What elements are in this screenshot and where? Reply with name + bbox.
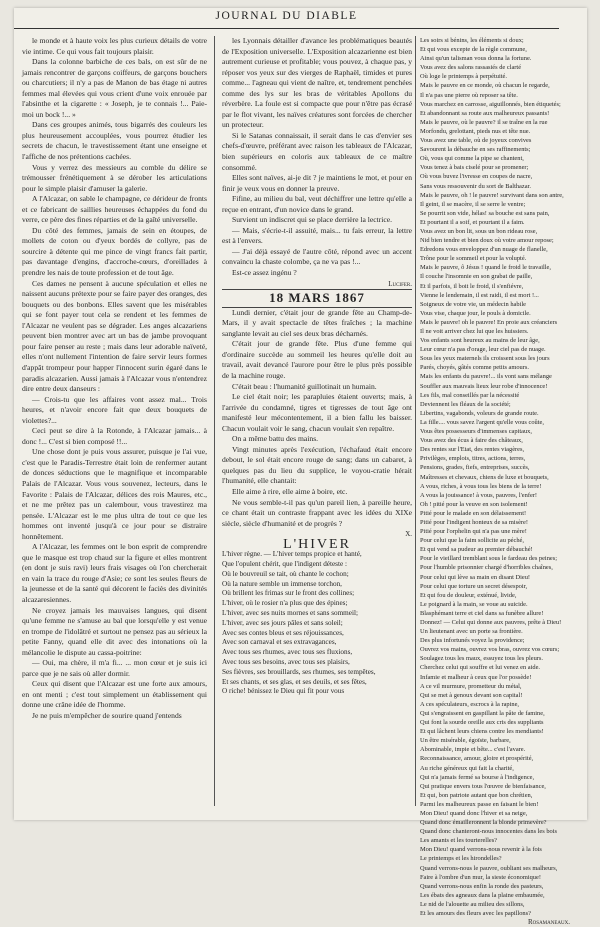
paragraph: Est-ce assez ingénu ? [232, 268, 297, 278]
signature-lucifer: Lucifer. [388, 279, 412, 288]
poem-line: Où la nature semble un immense torchon, [222, 579, 342, 588]
paragraph: Ceci peut se dire à la Rotonde, à l'Alcazar jamais... à donc !... C'est si bien composé !!... [22, 426, 207, 446]
paragraph: Vous y verrez des messieurs au comble du délire se trémousser frénétiquement à se dérober les articulations pour le simple plaisir d'amuser la galerie. [22, 162, 207, 193]
poem-line: Et qui vend sa pudeur au premier débauché! [420, 546, 533, 554]
poem-line: Cherchez celui qui souffre et lui venez en aide. [420, 664, 541, 672]
poem-line: L'hiver, avec ses nuits mornes et sans sommeil; [222, 609, 358, 618]
paragraph: On a même battu des mains. [232, 434, 319, 444]
paragraph: Fifine, au milieu du bal, veut déchiffrer une lettre qu'elle a reçue en entrant, d'un novice dans le grand. [222, 194, 412, 214]
poem-line: Le poignard à la main, se voue au suicide. [420, 600, 528, 608]
poem-line: Et il parfois, il boit le froid, il s'enfiévre, [420, 282, 524, 290]
poem-line: Quand donc chanteront-nous innocentes dans les bois [420, 828, 558, 836]
paragraph: A l'Alcazar, les femmes ont le bon esprit de comprendre que le masque est trop chaud sur la figure et elles montrent (en dont je suis ravi) leurs frais visages où l'on chercherait en vain la trace du rouge d'Asie; ce sont les seules fleurs de la jeunesse et de la santé qui décorent le faciès des divinités alcazaresiennes. [22, 542, 207, 604]
poem-line: Mais le pauvre en ce monde, où chacun le regarde, [420, 82, 550, 90]
poem-line: Deviennent les fléaux de la société; [420, 400, 511, 408]
poem-line: Reconnaissance, amour, gloire et prospérité, [420, 755, 534, 763]
paragraph: Ne vous semble-t-il pas qu'un pareil lien, à pareille heure, ce chant était un contraste frappant avec les idées du XIXe siècle, siècle d'humanité et de progrès ? [222, 497, 412, 528]
poem-line: Vienne le lendemain, il est raidi, il est mort !... [420, 291, 539, 299]
poem-line: Des rentes sur l'Etat, des rentes viagères, [420, 446, 525, 454]
poem-line: Maîtresses et chevaux, chiens de luxe et bouquets, [420, 473, 549, 481]
column-divider [214, 36, 215, 806]
poem-line: Libertins, vagabonds, voleurs de grande route. [420, 409, 539, 417]
poem-line: Privilèges, emplois, titres, actions, terres, [420, 455, 526, 463]
poem-line: Vous avez des écus à faire des châteaux, [420, 437, 523, 445]
poem-line: Mon Dieu! quand donc l'hiver et sa neige, [420, 809, 528, 817]
poem-line: Mon Dieu! quand verrons-nous revenir à la fois [420, 846, 542, 854]
poem-line: Sans vous ressouvenir du sort de Balthazar. [420, 182, 531, 190]
poem-line: Pitié pour l'orphelin qui n'a pas une mère! [420, 528, 527, 536]
poem-line: Parmi les malheureux passe en faisant le bien! [420, 800, 539, 808]
paragraph: Si le Satanas connaissait, il serait dans le cas d'envier ses chefs-d'œuvre, préférant avec raison les tableaux de l'Alcazar, bien supérieurs en coloris aux tableaux de ce maître consommé. [222, 130, 412, 172]
poem-line: Des plus infortunés voyez la providence; [420, 637, 525, 645]
date-heading: 18 MARS 1867 [222, 289, 412, 308]
poem-line: Et qui lâchent leurs chiens contre les mendiants! [420, 728, 544, 736]
paragraph: le monde et à haute voix les plus curieux détails de votre vie intime. Ce qui vous fait toujours plaisir. [22, 36, 207, 56]
poem-line: Ouvrez vos mains, ouvrez vos bras, ouvrez vos cœurs; [420, 646, 560, 654]
poem-line: Vous marchez en carrosse, aiguillonnés, bien étiquetés; [420, 100, 561, 108]
column-2 [222, 36, 412, 697]
poem-line: Pour le vieillard tremblant sous le fardeau des peines; [420, 555, 558, 563]
poem-line: O riche! bénissez le Dieu qui fit pour vous [222, 687, 345, 696]
poem-line: Pour celui que torture un secret désespoir, [420, 582, 528, 590]
poem-line: Où brillent les frimas sur le front des collines; [222, 589, 355, 598]
poem-line: Qui font la sourde oreille aux cris des suppliants [420, 719, 544, 727]
paragraph: C'était jour de grande fête. Plus d'une femme qui d'ordinaire succède au sommeil les heures qu'elle doit au travail, avait devancé l'aurore pour être le plus près possible de la machine rouge. [222, 339, 412, 380]
poem-line: Avec ses contes bleus et ses réjouissances, [222, 628, 344, 637]
poem-line: Soulagez tous les maux, essuyez tous les pleurs. [420, 655, 543, 663]
paragraph: les Lyonnais détailler d'avance les problématiques beautés de l'Exposition universelle. L'Exposition alcazarienne est bien autrement curieuse et profitable; vous pouvez, à chaque pas, y réposer vos yeux sur des vierges de Raphaël, timides et pures comme... l'agneau qui vient de naître, et, tendrement penchées comme des lys sur les bras de véritables Apollons du réverbère. La foule est si compacte que pour n'être pas écrasé par le flot vivant, les naïves créatures sont forcées de chercher un protecteur. [222, 36, 412, 130]
poem-line: Qui s'engraissent en gaspillant la pâte de famine, [420, 709, 545, 717]
poem-line: Parés, choyés, gâtés comme petits amours. [420, 364, 529, 372]
poem-line: Il geint, il se macère, il se serre le ventre; [420, 200, 526, 208]
poem-line: Et ses chants, et ses glas, et ses deuils, et ses fêtes, [222, 677, 367, 686]
poem-line: Pour celui que la faim sollicite au péché, [420, 537, 524, 545]
poem-line: Et qui, bon patriote autant que bon chrétien, [420, 791, 533, 799]
poem-line: Faire à l'ombre d'un mur, la sieste économique! [420, 873, 541, 881]
poem-line: Où vous buvez l'ivresse en coupes de nacre, [420, 173, 533, 181]
journal-title: JOURNAL DU DIABLE [215, 10, 358, 22]
column-3 [420, 36, 570, 927]
poem-line: A ces spéculateurs, escrocs à la rapine, [420, 700, 520, 708]
poem-line: Nid bien tendre et bien doux où votre amour repose; [420, 237, 554, 245]
poem-line: Avec tous ses besoins, avec tous ses plaisirs, [222, 658, 350, 667]
poem-line: Que l'opulent chérit, que l'indigent déteste : [222, 560, 347, 569]
poem-line: Il ne voit arriver chez lui que les huissiers. [420, 328, 529, 335]
poem-line: Quand verrons-nous le pauvre, oubliant ses malheurs, [420, 864, 558, 872]
poem-line: A vous, riches, à vous tous les biens de la terre! [420, 482, 542, 490]
poem-line: Qui se met à genoux devant son capital! [420, 691, 523, 699]
signature-x: X. [405, 530, 412, 539]
poem-line: Soigneux de votre vie, un médecin habile [420, 300, 526, 308]
poem-line: Abominable, impie et bête... c'est l'avare. [420, 746, 526, 754]
poem-line: A vous la jouissance! à vous, pauvres, l'enfer! [420, 491, 538, 499]
poem-line: Il n'a pas une pierre où reposer sa tête. [420, 91, 518, 99]
poem-line: Qui n'a jamais fermé sa bourse à l'indigence, [420, 773, 535, 781]
poem-line: Un lieutenant avec un porte sa frontière. [420, 628, 523, 636]
poem-line: Se pourrit son vide, hélas! sa bouche est sans pain, [420, 209, 550, 217]
poem-line: Et pourtant il a soif, et pourtant il a faim. [420, 218, 525, 226]
poem-line: Au riche généreux qui fait la charité, [420, 764, 514, 772]
poem-line: Vous avez des salons rassasiés de clarté [420, 64, 522, 72]
poem-line: Quand verrons-nous enfin la ronde des pasteurs, [420, 882, 544, 890]
poem-line: Sous les yeux maternels ils croissent sous les jours [420, 355, 550, 363]
poem-line: Oh ! pitié pour la veuve en son isolement! [420, 500, 528, 508]
paragraph: Je ne puis m'empêcher de sourire quand j'entends [32, 711, 182, 720]
paragraph: — Crois-tu que les affaires vont assez mal... Trois heures, et n'avoir encore fait que deux bouquets de violettes?... [22, 394, 207, 425]
poem-line: Leur cœur n'a pas d'orage, leur ciel pas de nuage. [420, 346, 546, 354]
poem-line: Edredons vous enveloppez d'un nuage de flanelle, [420, 246, 548, 254]
poem-line: Le printemps et les hirondelles? [420, 855, 502, 863]
poem-line: L'hiver, où le rosier n'a plus que des épines; [222, 599, 348, 608]
poem-line: Les soirs si bénins, les éléments si doux; [420, 37, 524, 44]
paragraph: Elles sont naïves, ai-je dit ? je maintiens le mot, et pour en finir je veux vous en donner la preuve. [222, 173, 412, 193]
poem-line: Mais le pauvre, ô Jésus ! quand le froid le travaille, [420, 264, 551, 272]
paragraph: Dans la colonne barbiche de ces bals, on est sûr de ne jamais rencontrer de garçons coiffeurs, de garçons bouchers ou charcutiers; il n'y a pas de Manon de bas étage ni autres femmes mal élevées qui vous crient d'une voix enrouée par l'absinthe et la cigarette : « Joseph, je te connais !... Paie-moi un bock !... » [22, 57, 207, 119]
poem-line: Quand donc émailleronnent la blonde primevère? [420, 819, 547, 827]
poem-line: Ainsi qu'un talisman vous donna la fortune. [420, 55, 532, 63]
poem-line: Blasphémant terre et ciel dans sa funèbre allure! [420, 609, 544, 617]
poem-title: L'HIVER [283, 536, 351, 552]
column-divider [415, 36, 416, 806]
paragraph: Ces dames ne pensent à aucune spéculation et elles ne naissent aucuns prétexte pour se faire payer des oranges, des bouquets ou des bonbons. Elles savent que les misérables qui se font payer tout cela se rendent et les femmes de l'Alcazar ne veulent pas se dégrader. Les anges alcazariens peuvent bien montrer avec art un bas de jambe provoquant pour faire penser au reste ; mais dans leur adorable naïveté, elles n'ont nullement l'intention de faire servir leurs formes d'appât trompeur pour happer l'innocent surin égaré dans le paradis alcazarien. Aussi jamais à l'Alcazar vous n'entendrez dire entre deux danseurs : [22, 278, 207, 394]
poem-line: Et les amours des fleurs avec les papillons? [420, 910, 531, 917]
poem-line: A ce vil murmure, prometteur du métal, [420, 682, 522, 690]
poem-line: Vous avez un bon lit, sous un bon rideau rose, [420, 227, 538, 235]
poem-line: Mais le pauvre, où le pauvre? il se traîne en la rue [420, 118, 548, 126]
poem-line: Vous vise, chaque jour, le pouls à domicile. [420, 309, 531, 317]
paragraph: A l'Alcazar, on sable le champagne, ce dérideur de fronts et ce fabricant de saillies heureuses échappées du fond du verre, ce père des fines réparties et de la gaîté universelle. [22, 194, 207, 225]
poem-line: Pour l'humble prisonnier chargé d'horribles chaînes, [420, 564, 553, 572]
poem-line: Où loge le printemps à perpétuité. [420, 73, 507, 81]
poem-line: Ses fièvres, ses brouillards, ses rhumes, ses tempêtes, [222, 667, 376, 676]
paragraph: — Mais, s'écrie-t-il assuité, mais... tu fais erreur, la lettre est à l'envers. [222, 225, 412, 246]
poem-line: Les fils, mal conseillés par la nécessité [420, 391, 520, 399]
poem-line: Pour celui qui lève sa main en disant Dieu! [420, 573, 531, 581]
poem-line: Souffler aux mauvais lieux leur robe d'innocence! [420, 382, 548, 390]
paragraph: Vingt minutes après l'exécution, l'échafaud était encore debout, le sol était encore rouge de sang; dans un cabaret, à quelques pas du lieu du supplice, le voyou-cratie hérait l'humanité, elle chantait: [222, 444, 412, 486]
poem-line: Et qui fou de douleur, exténué, livide, [420, 591, 517, 599]
poem-line: Où le bouvreuil se tait, où chante le cochon; [222, 569, 349, 578]
masthead [14, 8, 559, 29]
poem-line: Infamie et malheur à ceux que l'or possède! [420, 673, 532, 681]
poem-line: Et qui vous excepte de la règle commune, [420, 46, 527, 54]
poem-line: Morfondu, grelottant, pieds nus et tête nue. [420, 127, 531, 135]
poem-line: Savourent la débauche en ses raffinements; [420, 146, 531, 154]
poem-line: Les amants et les tourterelles? [420, 837, 498, 845]
poem-line: Pitié pour le malade en son délaissement! [420, 509, 527, 517]
poem-line: Avec son carnaval et ses extravagances, [222, 638, 337, 647]
paragraph: C'était beau : l'humanité guillotinait un humain. [232, 381, 377, 391]
paragraph: Lundi dernier, c'était jour de grande fête au Champ-de-Mars, il y avait spectacle de têtes fraîches ; la machine sanglante levait au ciel ses deux bras décharnés. [222, 307, 412, 338]
paragraph: Dans ces groupes animés, tous bigarrés des couleurs les plus heureusement accouplées, vous pourrez étudier les secrets de chacun, le travestissement étant une enseigne et l'affiche de nos prétentions cachées. [22, 120, 207, 162]
paragraph: — Oui, ma chère, il m'a fi... ... mon cœur et je suis ici parce que je ne sais où aller dormir. [22, 658, 207, 678]
paragraph: Ne croyez jamais les mauvaises langues, qui disent qu'une femme ne s'amuse au bal que lorsqu'elle y est venue en trompe de l'idolâtré et surtout ne pensez pas au sérieux la petite Fanny, quand elle dit avec des intonations où la mélancolie le dispute au cassa-poitrine: [22, 605, 207, 657]
poem-line: Qui pratique envers tous l'œuvre de bienfaisance, [420, 782, 546, 790]
poem-line: Et abandonnant sa route aux malheureux passants! [420, 109, 550, 117]
paragraph: Du côté des femmes, jamais de sein en étoupes, de mollets de coton ou d'yeux bordés de collyre, pas de sourcire à détente qui me pince de vingt francs fait partir, pas davantage d'engins, d'accroche-cœurs, d'oreillades à prendre les nais de toute profession et de tout âge. [22, 225, 207, 278]
poem-line: L'hiver règne. — L'hiver temps propice et hanté, [222, 550, 362, 559]
paragraph: Elle aime à rire, elle aime à boire, etc. [232, 486, 348, 496]
paragraph: — J'ai déjà essayé de l'autre côté, répond avec un accent convaincu la chaste colombe, ça ne va pas !... [222, 246, 412, 267]
poem-line: Pensions, grades, fiefs, entreprises, succès, [420, 464, 530, 472]
poem-line: Trône pour le sommeil et pour la volupté. [420, 255, 527, 263]
poem-line: Vos enfants sont heureux au mains de leur âge, [420, 337, 540, 345]
poem-line: Le nid de l'alouette au milieu des sillons, [420, 900, 525, 908]
column-1 [22, 36, 207, 722]
poem-line: L'hiver, avec ses jours pâles et sans soleil; [222, 618, 343, 627]
poem-line: Mais le pauvre, oh ! le pauvre! survivant dans son antre, [420, 191, 564, 199]
poem-line: Vous avez une table, où de joyeux convives [420, 137, 532, 145]
signature-poet: Rosamaneaux. [528, 918, 570, 927]
poem-line: Mais le pauvre! oh le pauvre! En proie aux créanciers [420, 318, 558, 326]
poem-line: Avec tous ses rhumes, avec tous ses fluxions, [222, 648, 353, 657]
paragraph: Ceux qui disent que l'Alcazar est une forte aux amours, en ont menti ; c'est tout simplement un établissement qui donne une crâne idée de l'homme. [22, 679, 207, 710]
paragraph: Une chose dont je puis vous assurer, puisque je l'ai vue, c'est que le Paradis-Terrestre était loin de renfermer autant de donces séductions que le magnifique et incomparable Palais de l'Alcazar. Vous vous souvenez, lecteurs, dans le Favorite : Palais de l'Alcazar, délices des rois Maures, etc., et ne me prêtez pas un calembour, vous travestirez ma pensée. L'Alcazar est le me plus ultra de tout ce que les hommes ont inventé jusqu'à ce jour pour se distraire honnêtement. [22, 447, 207, 541]
poem-line: Pitié pour l'indigent honteux de sa misère! [420, 518, 528, 526]
poem-line: Où, vous qui comme la pipe se chantent, [420, 155, 524, 163]
poem-line: La fille.... vous savez l'argent qu'elle vous coûte, [420, 418, 544, 426]
poem-line: Donnez! — Celui qui donne aux pauvres, prête à Dieu! [420, 619, 562, 626]
poem-line: Un être misérable, égoïste, barbare, [420, 737, 511, 745]
poem-line: Il couche l'insomnie en son grabat de paille, [420, 273, 533, 281]
poem-line: Vous êtes possesseurs d'immenses capitaux, [420, 428, 532, 436]
poem-line: Les ébats des agneaux dans la plaine embaumée, [420, 891, 545, 899]
paragraph: Survient un indiscret qui se place derrière la lectrice. [232, 215, 393, 225]
paragraph: Le ciel était noir; les parapluies étaient ouverts; mais, à l'arrivée du condamné, tigres et tigresses de tout âge ont manifesté leur mécontentement, il a bien fallu les baisser. Chacun voulait voir le sang, chacun voulait s'en repaître. [222, 392, 412, 433]
poem-line: Vous tenez à bais ciselé pour se promener; [420, 164, 529, 172]
poem-line: Mais les enfants du pauvre!... ils vont sans mélange [420, 373, 552, 381]
